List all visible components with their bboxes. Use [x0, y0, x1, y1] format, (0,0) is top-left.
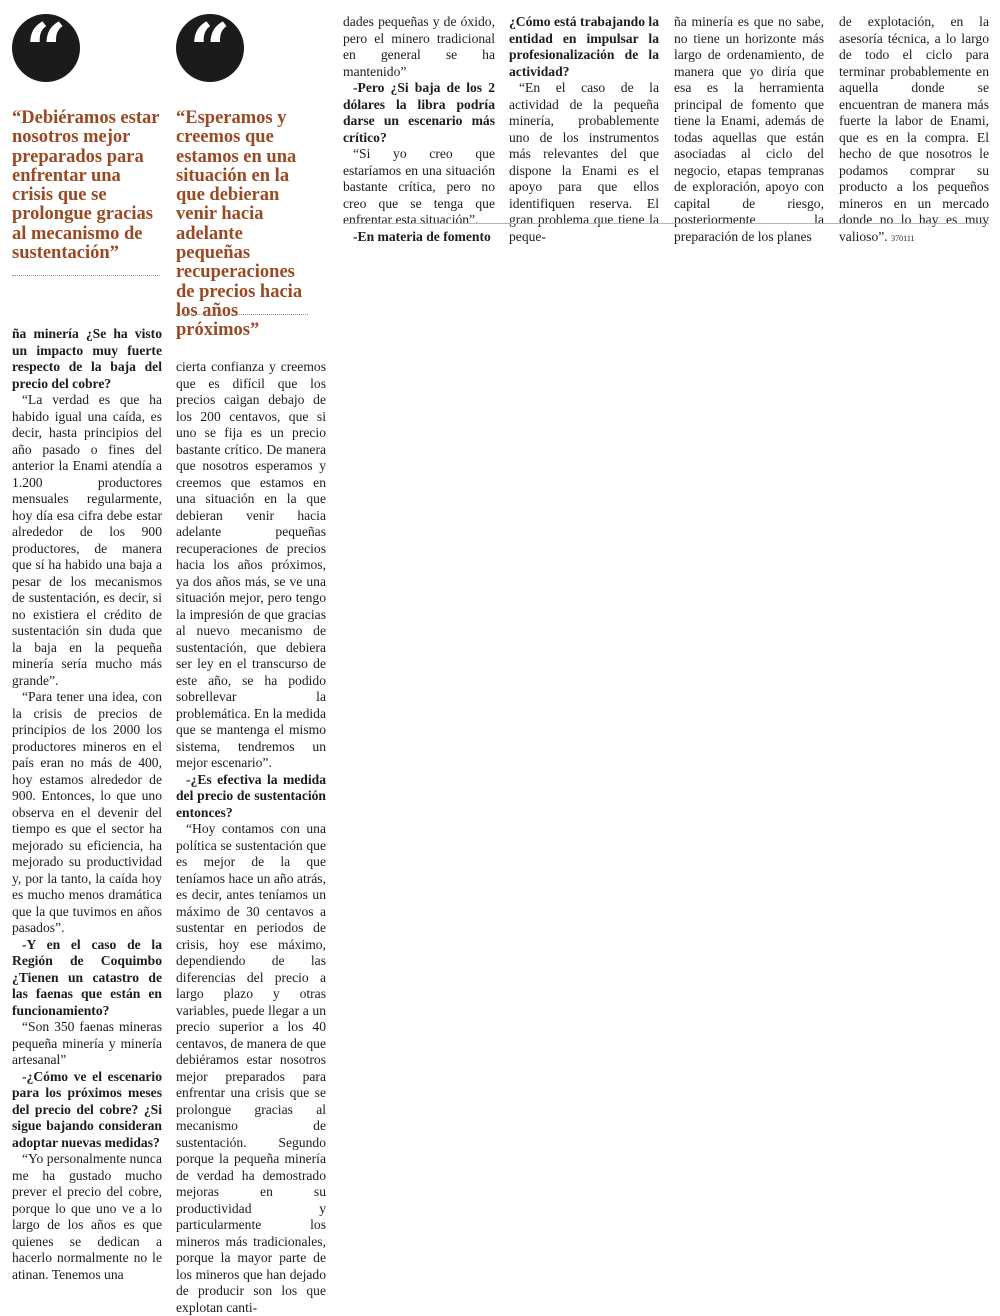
interview-question: -Y en el caso de la Región de Coquimbo ¿Tienen un catastro de las faenas que están en funcionamiento?	[12, 936, 162, 1018]
interview-answer: “Hoy contamos con una política se sustentación que es mejor de la que teníamos hace un año atrás, es decir, antes teníamos un máximo de 30 centavos a sustentar en periodos de crisis, hoy ese máximo, dependiendo de las diferencias del precio a largo plazo y otras variables, puede llegar a un precio superior a los 40 centavos, de manera de que debiéramos estar nosotros mejor preparados para enfrentar una crisis que se prolongue gracias al mecanismo de sustentación. Segundo porque la pequeña minería de verdad ha demostrado mejoras en su productividad y particularmente los mineros más tradicionales, porque la mayor parte de los mineros que han dejado de producir son los que explotan canti-	[176, 821, 326, 1315]
interview-answer: “Son 350 faenas mineras pequeña minería y minería artesanal”	[12, 1019, 162, 1067]
interview-answer: dades pequeñas y de óxido, pero el minero tradicional en general se ha mantenido”	[343, 14, 495, 79]
text-column	[176, 359, 326, 1316]
text-column	[12, 326, 162, 1283]
answer-text: de explotación, en la asesoría técnica, a lo largo de todo el ciclo para terminar probablemente en aquella donde se encuentran de manera más fuerte la labor de Enami, que es en la compra. El hecho de que nosotros le podamos comprar su producto a los pequeños mineros en un mercado donde no lo hay es muy valioso”.	[839, 14, 989, 244]
text-column	[343, 14, 495, 245]
interview-question: ¿Cómo está trabajando la entidad en impulsar la profesionalización de la actividad?	[509, 14, 659, 79]
pull-quote: “Debiéramos estar nosotros mejor preparados para enfrentar una crisis que se prolongue gracias al mecanismo de sustentación”	[12, 108, 160, 264]
interview-answer: “Para tener una idea, con la crisis de precios de principios de los 2000 los productores mineros en el país eran no más de 400, hoy estamos alrededor de 900. Entonces, lo que uno observa en el devenir del tiempo es que el sector ha mejorado su eficiencia, ha mejorado su productividad y, por la tanto, la caída hoy es mucho menos dramática que la que tuvimos en años pasados”.	[12, 689, 162, 935]
quote-mark-icon: “	[12, 14, 80, 82]
article-signature: 370111	[891, 233, 915, 243]
interview-question: -Pero ¿Si baja de los 2 dólares la libra podría darse un escenario más crítico?	[343, 80, 495, 145]
text-column	[839, 14, 989, 247]
interview-answer: ña minería es que no sabe, no tiene un horizonte más largo de ordenamiento, de manera que yo diría que esa es la herramienta principal de fomento que tiene la Enami, además de todas aquellas que están asociadas al ciclo del negocio, etapas tempranas de exploración, apoyo con capital de riesgo, posteriormente la preparación de los planes	[674, 14, 824, 244]
interview-question: -¿Cómo ve el escenario para los próximos meses del precio del cobre? ¿Si sigue bajando consideran adoptar nuevas medidas?	[12, 1068, 162, 1150]
interview-answer: “Yo personalmente nunca me ha gustado mucho prever el precio del cobre, porque lo que uno ve a lo largo de los años es que quienes se dedican a hacerlo normalmente no le atinan. Tenemos una	[12, 1151, 162, 1282]
interview-answer: “La verdad es que ha habido igual una caída, es decir, hasta principios del año pasado o fines del anterior la Enami atendía a 1.200 productores mensuales regularmente, hoy día esa cifra debe estar alrededor de los 900 productores, de manera que sí ha habido una baja a pesar de los mecanismos de sustentación, es decir, si no existiera el crédito de sustentación sin duda que la baja en la pequeña minería sería mucho más grande”.	[12, 392, 162, 688]
dotted-divider	[12, 275, 160, 276]
interview-answer	[839, 14, 989, 247]
quote-mark-icon: “	[176, 14, 244, 82]
interview-answer: “Si yo creo que estaríamos en una situación bastante crítica, pero no creo que se tenga que enfrentar esta situación”.	[343, 146, 495, 227]
pull-quote: “Esperamos y creemos que estamos en una situación en la que debieran venir hacia adelante pequeñas recuperaciones de precios hacia los años próximos”	[176, 108, 303, 341]
interview-question: -En materia de fomento	[353, 228, 491, 244]
text-column	[674, 14, 824, 245]
dotted-divider	[176, 314, 308, 315]
text-column	[509, 14, 659, 245]
section-rule	[343, 223, 989, 224]
interview-answer: “En el caso de la actividad de la pequeña minería, probablemente uno de los instrumentos más relevantes del que dispone la Enami es el apoyo para que ellos identifiquen reserva. El gran problema que tiene la peque-	[509, 80, 659, 244]
interview-answer: cierta confianza y creemos que es difícil que los precios caigan debajo de los 200 centavos, que si uno se fija es un precio bastante crítico. De manera que nosotros esperamos y creemos que estamos en una situación en la que debieran venir hacia adelante pequeñas recuperaciones de precios hacia los años próximos, ya dos años más, se ve una situación mejor, pero tengo la impresión de que gracias al nuevo mecanismo de sustentación, que debiera ser ley en el transcurso de este año, se ha podido sobrellevar la problemática. En la medida que se mantenga el mismo sistema, tendremos un mejor escenario”.	[176, 359, 326, 770]
interview-question: ña minería ¿Se ha visto un impacto muy fuerte respecto de la baja del precio del cobre?	[12, 326, 162, 391]
interview-question: -¿Es efectiva la medida del precio de sustentación entonces?	[176, 771, 326, 820]
